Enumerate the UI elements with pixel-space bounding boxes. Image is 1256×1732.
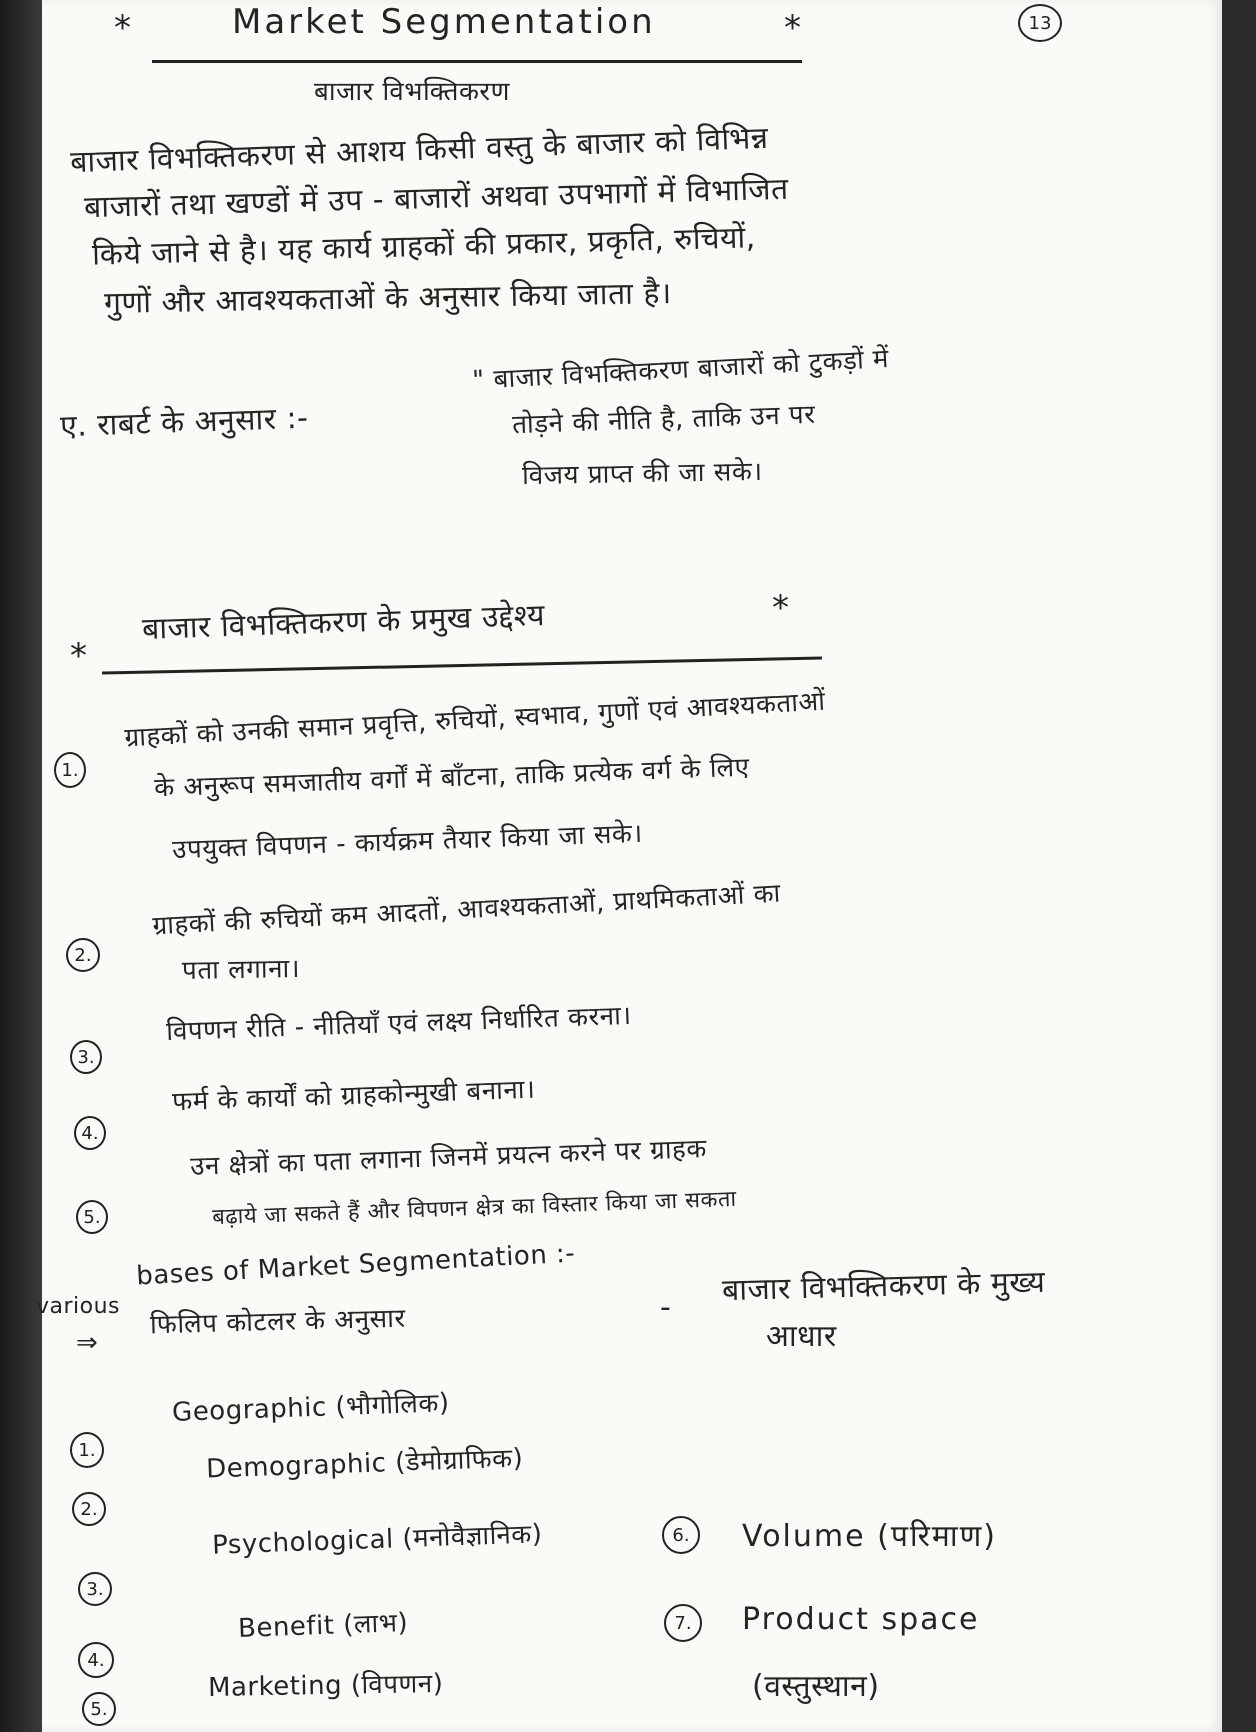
quote-line-3: विजय प्राप्त की जा सके। — [521, 456, 763, 492]
intro-line-4: गुणों और आवश्यकताओं के अनुसार किया जाता है। — [103, 276, 673, 321]
base-6-number: 6. — [662, 1516, 700, 1554]
objective-5-line-1: उन क्षेत्रों का पता लगाना जिनमें प्रयत्न करने पर ग्राहक — [189, 1133, 708, 1183]
objectives-underline — [102, 656, 822, 674]
notebook-binding — [0, 0, 42, 1732]
base-3-label: Psychological (मनोवैज्ञानिक) — [211, 1519, 543, 1561]
bases-kotler: फिलिप कोटलर के अनुसार — [149, 1303, 406, 1341]
objective-3-number: 3. — [70, 1040, 102, 1074]
base-4-number: 4. — [78, 1642, 114, 1678]
base-5-number: 5. — [82, 1692, 116, 1726]
objective-2-line-2: पता लगाना। — [181, 953, 301, 987]
objectives-star-right: * — [772, 588, 789, 628]
quote-line-1: " बाजार विभक्तिकरण बाजारों को टुकड़ों में — [471, 344, 890, 396]
objective-1-number: 1. — [54, 752, 86, 788]
objective-1-line-3: उपयुक्त विपणन - कार्यक्रम तैयार किया जा सके। — [171, 818, 644, 866]
base-7-label-hindi: (वस्तुस्थान) — [752, 1669, 880, 1704]
bases-heading-suffix: बाजार विभक्तिकरण के मुख्य — [721, 1264, 1046, 1309]
title-underline — [152, 60, 802, 63]
bases-dash: - — [660, 1290, 672, 1325]
objective-4-number: 4. — [74, 1116, 106, 1150]
objective-1-line-2: के अनुरूप समजातीय वर्गों में बाँटना, ताकि प्रत्येक वर्ग के लिए — [153, 752, 751, 804]
intro-line-3: किये जाने से है। यह कार्य ग्राहकों की प्रकार, प्रकृति, रुचियों, — [91, 220, 757, 273]
objectives-heading: बाजार विभक्तिकरण के प्रमुख उद्देश्य — [141, 597, 546, 648]
base-3-number: 3. — [78, 1572, 112, 1606]
margin-note: various — [36, 1294, 121, 1319]
quote-line-2: तोड़ने की नीति है, ताकि उन पर — [511, 399, 816, 441]
page-subtitle: बाजार विभक्तिकरण — [314, 77, 510, 107]
objective-5-line-2: बढ़ाये जा सकते हैं और विपणन क्षेत्र का विस्तार किया जा सकता — [211, 1186, 738, 1231]
header-star-right: * — [784, 8, 801, 48]
base-2-label: Demographic (डेमोग्राफिक) — [205, 1443, 524, 1485]
base-1-number: 1. — [70, 1432, 104, 1468]
intro-line-1: बाजार विभक्तिकरण से आशय किसी वस्तु के बाजार को विभिन्न — [69, 120, 769, 181]
quote-author: ए. राबर्ट के अनुसार :- — [59, 400, 310, 445]
page-title: Market Segmentation — [232, 2, 656, 42]
base-5-label: Marketing (विपणन) — [207, 1668, 444, 1704]
header-star-left: * — [114, 8, 131, 48]
base-4-label: Benefit (लाभ) — [237, 1608, 409, 1644]
intro-line-2: बाजारों तथा खण्डों में उप - बाजारों अथवा उपभागों में विभाजित — [83, 171, 790, 226]
bases-heading: bases of Market Segmentation :- — [135, 1238, 576, 1292]
objective-4-line-1: फर्म के कार्यों को ग्राहकोन्मुखी बनाना। — [171, 1074, 536, 1118]
base-7-label: Product space — [742, 1602, 980, 1637]
bases-arrow: ⇒ — [76, 1328, 99, 1358]
base-6-label: Volume (परिमाण) — [742, 1519, 998, 1554]
objective-1-line-1: ग्राहकों को उनकी समान प्रवृत्ति, रुचियों, स्वभाव, गुणों एवं आवश्यकताओं — [123, 686, 827, 754]
base-7-number: 7. — [664, 1604, 702, 1642]
page-number: 13 — [1018, 4, 1062, 42]
objective-2-line-1: ग्राहकों की रुचियों कम आदतों, आवश्यकताओं, प्राथमिकताओं का — [151, 878, 782, 942]
objective-2-number: 2. — [66, 938, 100, 972]
base-2-number: 2. — [72, 1492, 106, 1526]
objective-3-line-1: विपणन रीति - नीतियाँ एवं लक्ष्य निर्धारित करना। — [165, 1000, 633, 1048]
objective-5-number: 5. — [76, 1200, 108, 1234]
bases-aadhar: आधार — [766, 1319, 837, 1354]
base-1-label: Geographic (भौगोलिक) — [171, 1388, 450, 1428]
objectives-star-left: * — [70, 636, 87, 676]
notebook-page — [36, 0, 1222, 1732]
